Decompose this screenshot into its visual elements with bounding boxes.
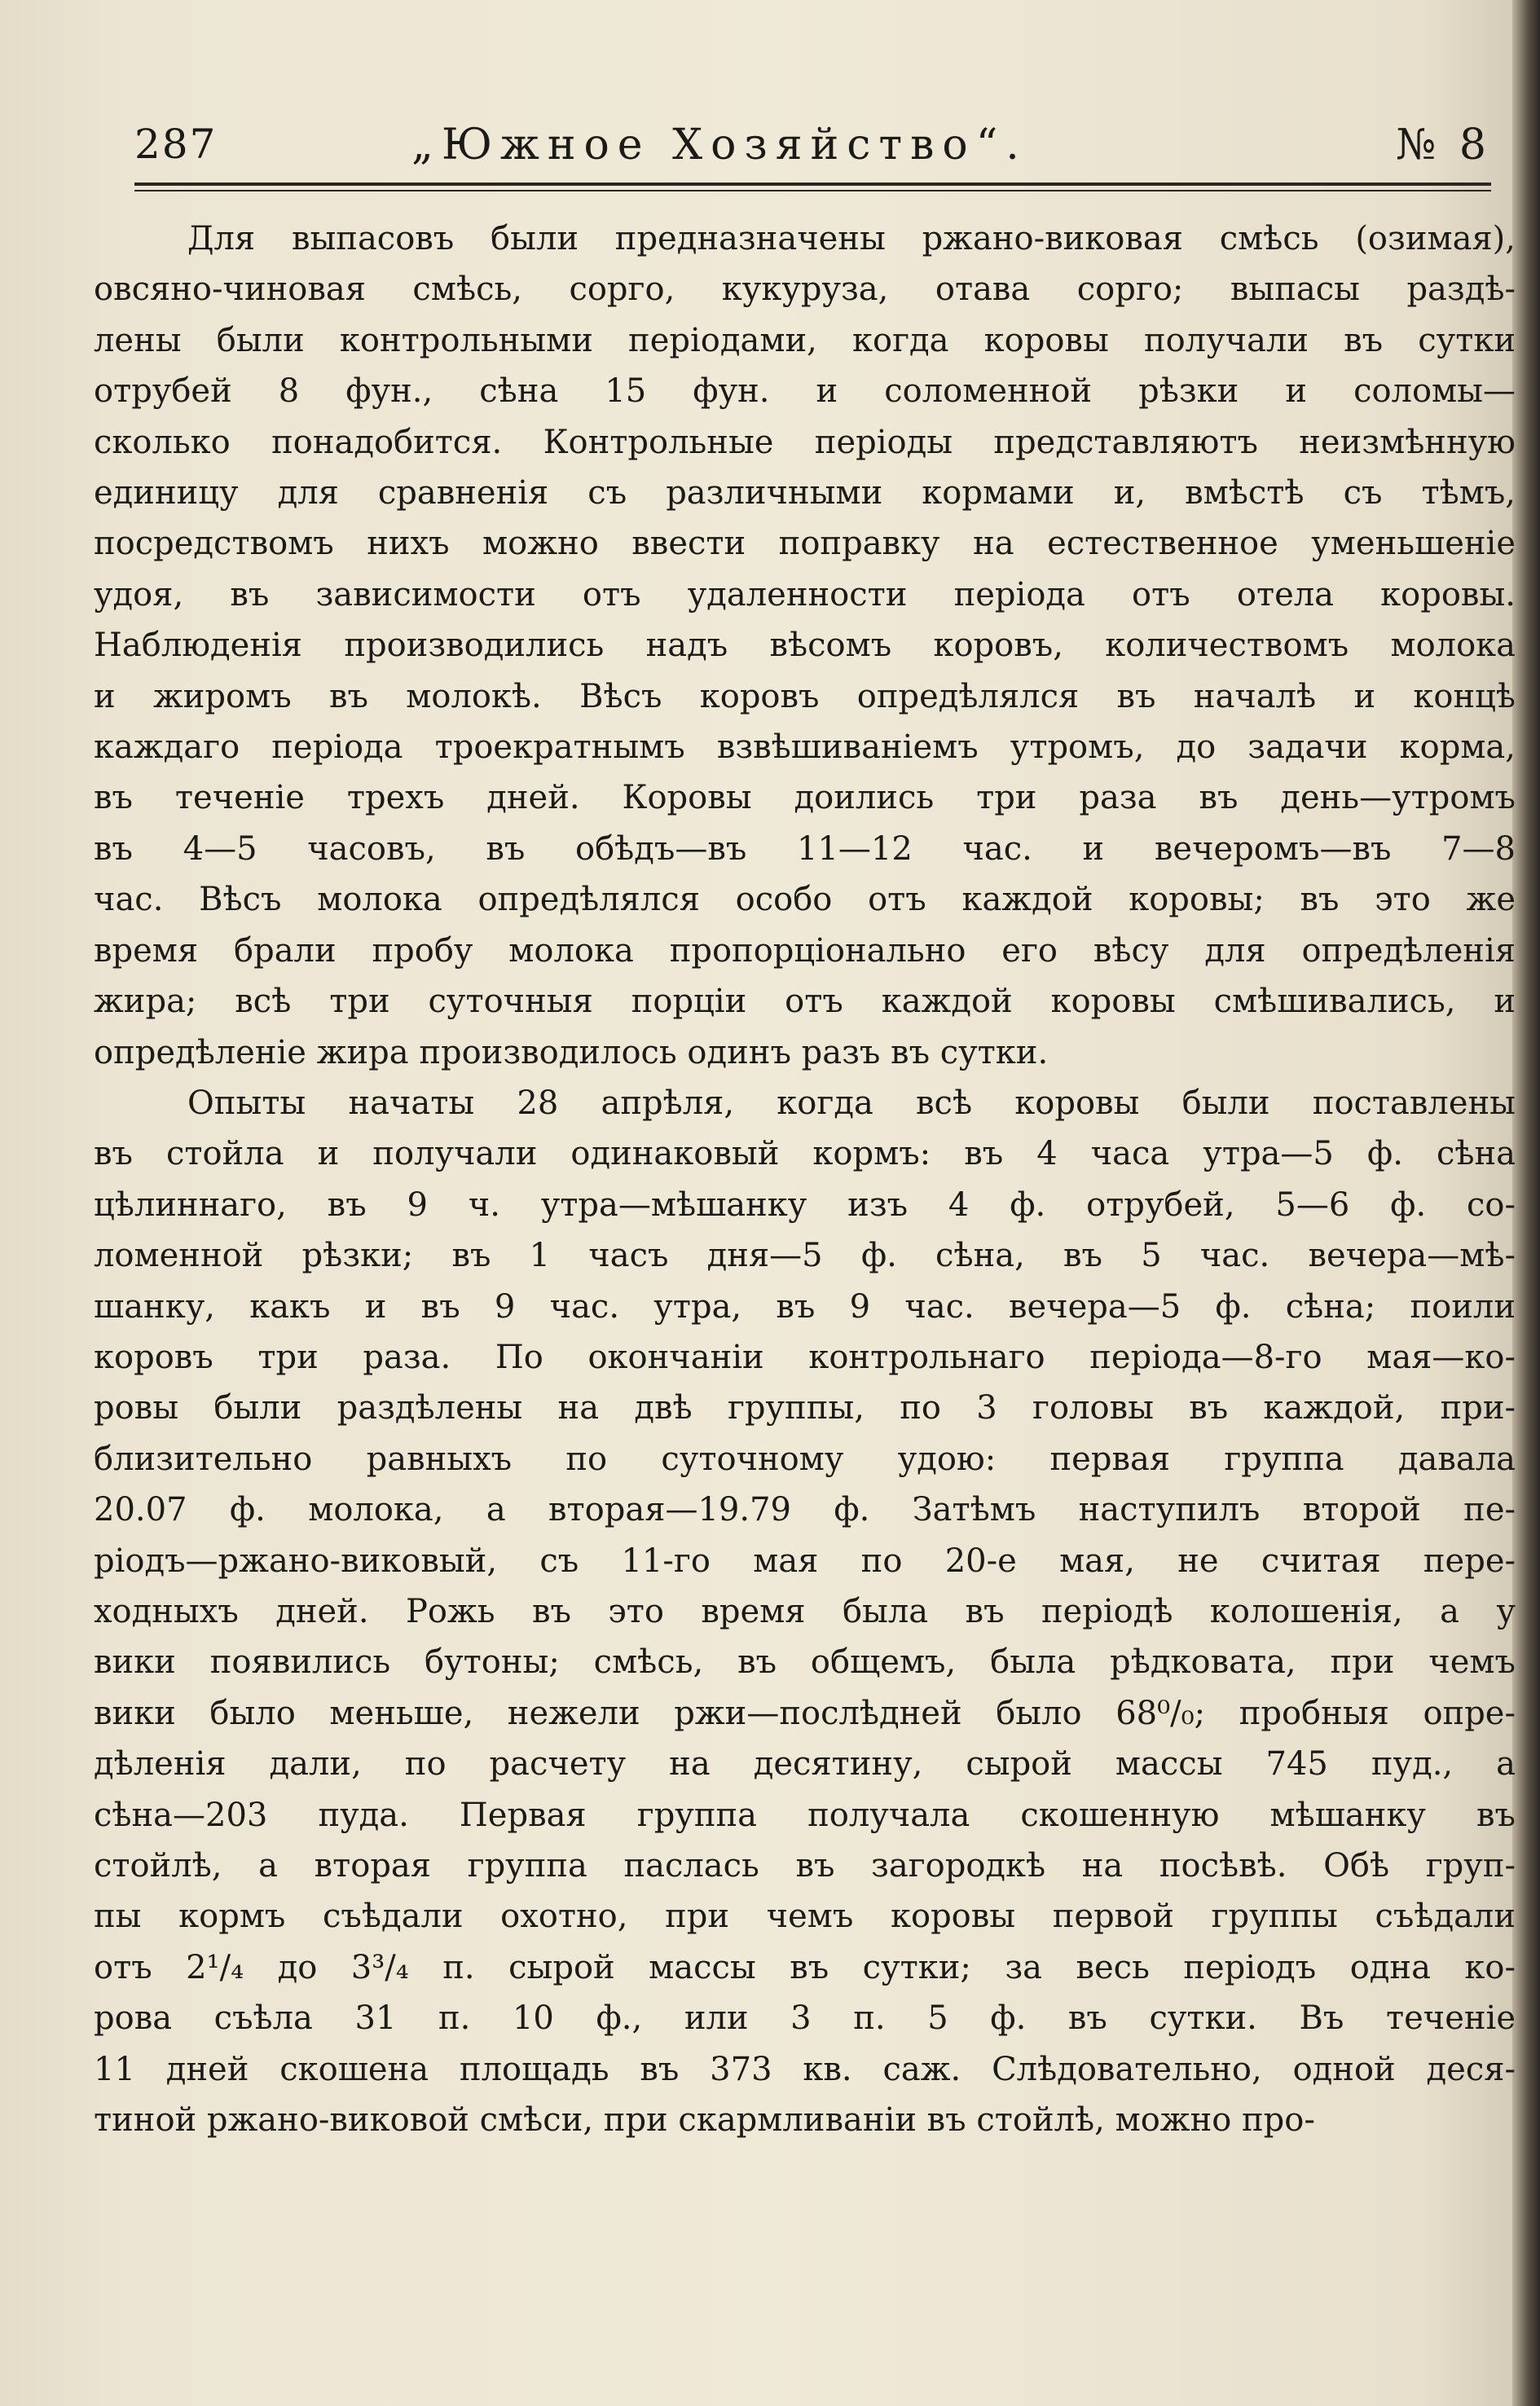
text-line: каждаго періода троекратнымъ взвѣшиваніемъ утромъ, до задачи корма, (94, 728, 1516, 767)
text-line: опредѣленіе жира производилось одинъ разъ въ сутки. (94, 1033, 1049, 1071)
text-line: время брали пробу молока пропорціонально его вѣсу для опредѣленія (94, 931, 1516, 970)
text-line: лены были контрольными періодами, когда коровы получали въ сутки (94, 321, 1516, 359)
paragraph-1 (94, 213, 1516, 1078)
text-line: Наблюденія производились надъ вѣсомъ коровъ, количествомъ молока (94, 627, 1516, 665)
page-header (134, 114, 1491, 179)
article-body (94, 213, 1516, 2145)
text-line: ходныхъ дней. Рожь въ это время была въ періодѣ колошенія, а у (94, 1592, 1516, 1630)
text-line: час. Вѣсъ молока опредѣлялся особо отъ каждой коровы; въ это же (94, 881, 1516, 919)
text-line: и жиромъ въ молокѣ. Вѣсъ коровъ опредѣлялся въ началѣ и концѣ (94, 677, 1516, 715)
paragraph-2 (94, 1078, 1516, 2146)
page-number: 287 (134, 121, 218, 168)
text-line: отрубей 8 фун., сѣна 15 фун. и соломенной рѣзки и соломы— (94, 372, 1516, 411)
text-line: ломенной рѣзки; въ 1 часъ дня—5 ф. сѣна, въ 5 час. вечера—мѣ- (94, 1237, 1516, 1275)
header-rule-thin (134, 190, 1491, 191)
text-line: сѣна—203 пуда. Первая группа получала скошенную мѣшанку въ (94, 1796, 1516, 1834)
text-line: 20.07 ф. молока, а вторая—19.79 ф. Затѣмъ наступилъ второй пе- (94, 1491, 1516, 1529)
text-line: стойлѣ, а вторая группа паслась въ загородкѣ на посѣвѣ. Обѣ груп- (94, 1847, 1516, 1885)
text-line: въ стойла и получали одинаковый кормъ: въ 4 часа утра—5 ф. сѣна (94, 1135, 1516, 1173)
text-line: Опыты начаты 28 апрѣля, когда всѣ коровы были поставлены (187, 1084, 1516, 1122)
text-line: близительно равныхъ по суточному удою: первая группа давала (94, 1440, 1516, 1478)
text-line: отъ 2¹/₄ до 3³/₄ п. сырой массы въ сутки; за весь періодъ одна ко- (94, 1948, 1516, 1986)
header-rule (134, 183, 1491, 186)
text-line: 11 дней скошена площадь въ 373 кв. саж. Слѣдовательно, одной деся- (94, 2050, 1516, 2088)
text-line: посредствомъ нихъ можно ввести поправку на естественное уменьшеніе (94, 525, 1516, 563)
text-line: ріодъ—ржано-виковый, съ 11-го мая по 20-е мая, не считая пере- (94, 1542, 1516, 1580)
text-line: вики появились бутоны; смѣсь, въ общемъ, была рѣдковата, при чемъ (94, 1643, 1516, 1682)
text-line: въ теченіе трехъ дней. Коровы доились три раза въ день—утромъ (94, 779, 1516, 817)
text-line: овсяно-чиновая смѣсь, сорго, кукуруза, отава сорго; выпасы раздѣ- (94, 271, 1516, 309)
text-line: дѣленія дали, по расчету на десятину, сырой массы 745 пуд., а (94, 1745, 1516, 1784)
text-line: жира; всѣ три суточныя порціи отъ каждой коровы смѣшивались, и (94, 983, 1516, 1021)
text-line: пы кормъ съѣдали охотно, при чемъ коровы первой группы съѣдали (94, 1898, 1516, 1936)
text-line: рова съѣла 31 п. 10 ф., или 3 п. 5 ф. въ сутки. Въ теченіе (94, 1999, 1516, 2038)
text-line: сколько понадобится. Контрольные періоды представляютъ неизмѣнную (94, 423, 1516, 461)
text-line: Для выпасовъ были предназначены ржано-виковая смѣсь (озимая), (187, 220, 1516, 257)
book-spine-shadow (1512, 0, 1540, 2406)
text-line: шанку, какъ и въ 9 час. утра, въ 9 час. вечера—5 ф. сѣна; поили (94, 1287, 1516, 1326)
text-line: коровъ три раза. По окончаніи контрольнаго періода—8-го мая—ко- (94, 1338, 1516, 1376)
running-title: „Южное Хозяйство“. (411, 121, 1027, 169)
text-line: ровы были раздѣлены на двѣ группы, по 3 головы въ каждой, при- (94, 1389, 1516, 1427)
issue-number: № 8 (1396, 121, 1491, 169)
text-line: единицу для сравненія съ различными кормами и, вмѣстѣ съ тѣмъ, (94, 474, 1516, 512)
text-line: въ 4—5 часовъ, въ обѣдъ—въ 11—12 час. и вечеромъ—въ 7—8 (94, 829, 1516, 868)
text-line: тиной ржано-виковой смѣси, при скармливаніи въ стойлѣ, можно про- (94, 2101, 1315, 2140)
text-line: удоя, въ зависимости отъ удаленности періода отъ отела коровы. (94, 575, 1516, 614)
text-line: вики было меньше, нежели ржи—послѣдней было 68⁰/₀; пробныя опре- (94, 1694, 1516, 1732)
text-line: цѣлиннаго, въ 9 ч. утра—мѣшанку изъ 4 ф. отрубей, 5—6 ф. со- (94, 1185, 1516, 1224)
